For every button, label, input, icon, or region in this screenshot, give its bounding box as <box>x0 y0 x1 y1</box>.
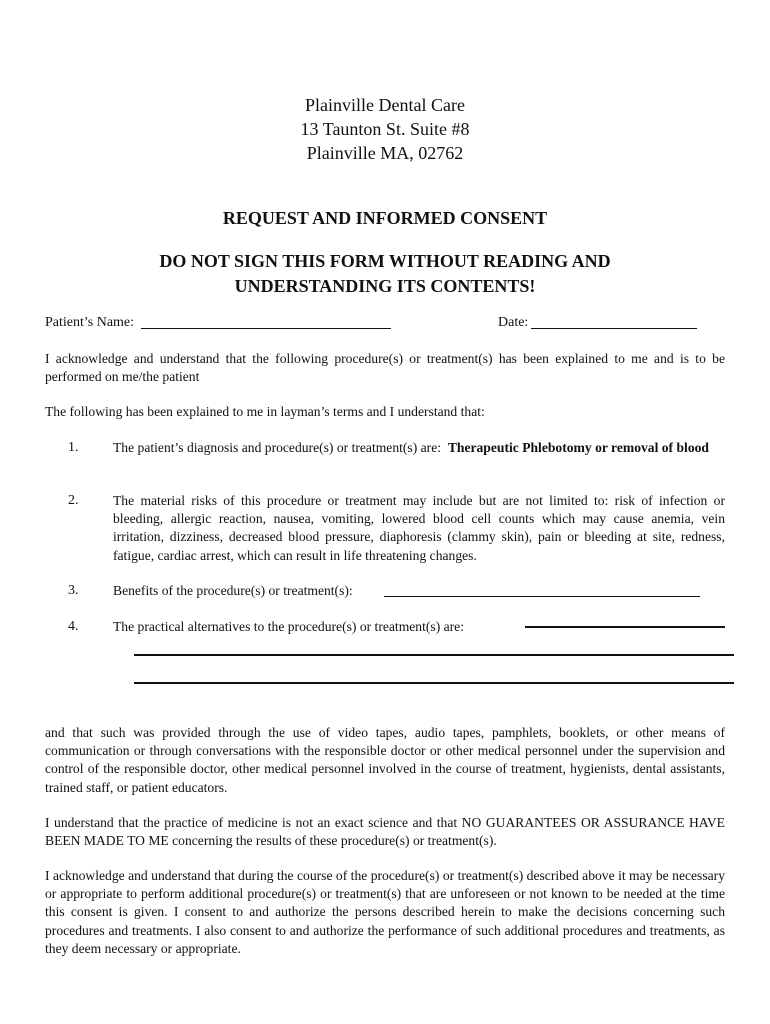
clinic-address: 13 Taunton St. Suite #8 <box>300 119 470 139</box>
alternatives-field-3[interactable] <box>134 682 734 684</box>
explained-intro: The following has been explained to me in layman’s terms and I understand that: <box>45 404 485 419</box>
date-label: Date: <box>498 315 529 330</box>
alternatives-field-1[interactable] <box>525 626 725 628</box>
item-1-label: The patient’s diagnosis and procedure(s) or treatment(s) are: <box>113 440 442 455</box>
item-2-number: 2. <box>68 493 79 508</box>
clinic-city: Plainville MA, 02762 <box>306 143 464 163</box>
item-2-text: The material risks of this procedure or treatment may include but are not limited to: risk of infection or bleeding, allergic reaction, nausea, vomiting, lowered blood cell counts which may cause anemia, vein irritation, dizziness, decreased blood pressure, diaphoresis (clammy skin), pain or bleeding at site, redness, fatigue, cardiac arrest, which can result in life threatening changes. <box>113 493 725 563</box>
additional-procedures-paragraph: I acknowledge and understand that during the course of the procedure(s) or treatment(s) described above it may be necessary or appropriate to perform additional procedure(s) or treatment(s) that are unforeseen or not known to be needed at the time this consent is given. I consent to and authorize the persons described herein to make the decisions concerning such procedures and treatments. I also consent to and authorize the performance of such additional procedures and treatments, as they deem necessary or appropriate. <box>45 868 725 956</box>
item-3-number: 3. <box>68 583 79 598</box>
benefits-field[interactable] <box>384 596 700 597</box>
warning-line-2: UNDERSTANDING ITS CONTENTS! <box>234 276 536 296</box>
clinic-name: Plainville Dental Care <box>305 95 465 115</box>
patient-name-field[interactable] <box>141 328 391 329</box>
acknowledge-intro: I acknowledge and understand that the following procedure(s) or treatment(s) has been explained to me and is to be performed on me/the patient <box>45 351 725 385</box>
item-1-number: 1. <box>68 440 79 455</box>
warning-line-1: DO NOT SIGN THIS FORM WITHOUT READING AND <box>159 251 611 271</box>
provided-through-paragraph: and that such was provided through the use of video tapes, audio tapes, pamphlets, booklets, or other means of communication or through conversations with the responsible doctor or other medical personnel under the supervision and control of the responsible doctor, other medical personnel involved in the course of treatment, hygienists, dental assistants, trained staff, or patient educators. <box>45 725 725 795</box>
alternatives-field-2[interactable] <box>134 654 734 656</box>
date-field[interactable] <box>531 328 697 329</box>
clinic-header <box>0 93 770 165</box>
patient-name-label: Patient’s Name: <box>45 315 135 330</box>
item-1-text <box>113 439 725 457</box>
item-4-number: 4. <box>68 619 79 634</box>
item-4-text: The practical alternatives to the procedure(s) or treatment(s) are: <box>113 619 464 634</box>
item-3-text: Benefits of the procedure(s) or treatment(s): <box>113 583 353 598</box>
form-title: REQUEST AND INFORMED CONSENT <box>222 208 548 228</box>
no-guarantee-paragraph: I understand that the practice of medicine is not an exact science and that NO GUARANTEES OR ASSURANCE HAVE BEEN MADE TO ME concerning the results of these procedure(s) or treatment(s). <box>45 815 725 849</box>
item-1-diagnosis: Therapeutic Phlebotomy or removal of blood <box>447 440 709 455</box>
